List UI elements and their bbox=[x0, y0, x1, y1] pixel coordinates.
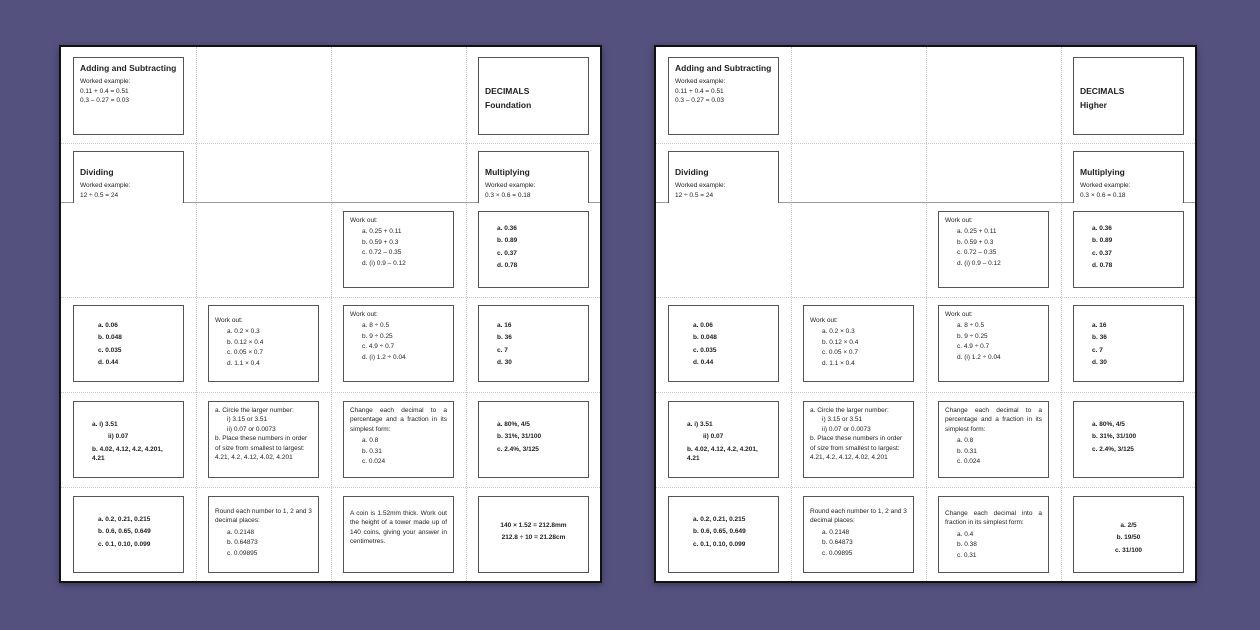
answer-item: b. 31%, 31/100 bbox=[497, 433, 542, 441]
question-numbers: 4.21, 4.2, 4.12, 4.02, 4.201 bbox=[215, 454, 293, 462]
card-question-multiplying bbox=[803, 305, 914, 382]
worked-example-label: Worked example: bbox=[80, 182, 131, 190]
card-answer-adding bbox=[478, 211, 589, 288]
card-title: Multiplying bbox=[485, 167, 530, 177]
answer-item: b. 0.6, 0.65, 0.649 bbox=[98, 528, 151, 536]
card-question-adding bbox=[938, 211, 1049, 288]
answer-item: c. 0.37 bbox=[497, 249, 517, 257]
sheet-level: Foundation bbox=[485, 100, 532, 111]
answer-item: b. 36 bbox=[1092, 334, 1107, 342]
card-question-dividing bbox=[343, 305, 454, 382]
question-list bbox=[215, 327, 312, 368]
sheet-level: Higher bbox=[1080, 100, 1107, 111]
answer-list bbox=[1080, 321, 1177, 368]
answer-item: c. 2.4%, 3/125 bbox=[1092, 445, 1134, 453]
question-item: c. 0.72 – 0.35 bbox=[957, 249, 997, 257]
question-option: ii) 0.07 or 0.0073 bbox=[227, 425, 276, 433]
cut-line bbox=[926, 47, 927, 581]
question-item: b. 0.31 bbox=[362, 447, 382, 455]
worked-example-line: 0.3 – 0.27 = 0.03 bbox=[80, 97, 129, 105]
question-item: c. 4.9 ÷ 0.7 bbox=[957, 343, 990, 351]
question-head: Change each decimal to a percentage and a fraction in its simplest form: bbox=[945, 407, 1042, 433]
question-list bbox=[810, 528, 907, 558]
answer-item: a. 80%, 4/5 bbox=[1092, 421, 1125, 428]
worked-example-line: 0.3 × 0.6 = 0.18 bbox=[1080, 191, 1126, 199]
card-title: Dividing bbox=[675, 167, 709, 177]
question-option: i) 3.15 or 3.51 bbox=[227, 416, 268, 424]
card-question-convert bbox=[343, 401, 454, 478]
worksheet-foundation bbox=[59, 45, 602, 583]
question-item: b. 0.64873 bbox=[822, 539, 853, 547]
answer-item: c. 0.035 bbox=[98, 346, 122, 354]
question-item: b. 0.59 + 0.3 bbox=[957, 238, 994, 246]
card-answer-dividing bbox=[478, 305, 589, 382]
cut-line bbox=[466, 47, 467, 581]
answer-item: c. 7 bbox=[497, 346, 508, 354]
worksheet-higher bbox=[654, 45, 1197, 583]
question-item: d. 1.1 × 0.4 bbox=[227, 359, 260, 367]
card-title: Dividing bbox=[80, 167, 114, 177]
card-question-ordering bbox=[208, 401, 319, 478]
question-head: Change each decimal to a percentage and a fraction in its simplest form: bbox=[350, 407, 447, 433]
card-adding-subtracting bbox=[668, 57, 779, 135]
question-item: b. 0.12 × 0.4 bbox=[822, 338, 859, 346]
question-item: a. 0.25 + 0.11 bbox=[957, 228, 997, 236]
card-answer-multiplying bbox=[668, 305, 779, 382]
question-item: d. (i) 1.2 ÷ 0.04 bbox=[957, 353, 1001, 361]
answer-item: ii) 0.07 bbox=[108, 433, 129, 441]
card-question-convert bbox=[938, 401, 1049, 478]
answer-list bbox=[80, 515, 177, 549]
answer-item: d. 30 bbox=[1092, 359, 1107, 367]
cut-line bbox=[331, 47, 332, 581]
card-answer-ordering bbox=[668, 401, 779, 478]
cut-line bbox=[1061, 47, 1062, 581]
cut-line bbox=[61, 392, 600, 393]
worked-example-line: 0.3 – 0.27 = 0.03 bbox=[675, 97, 724, 105]
question-item: c. 0.09895 bbox=[822, 549, 853, 557]
question-part: b. Place these numbers in order of size from smallest to largest: bbox=[215, 435, 308, 452]
cut-line bbox=[656, 392, 1195, 393]
question-item: c. 0.024 bbox=[362, 458, 386, 466]
sheet-title-line: DECIMALS bbox=[485, 86, 530, 96]
answer-item: d. 0.44 bbox=[98, 359, 119, 367]
card-answer-ordering bbox=[73, 401, 184, 478]
answer-list bbox=[675, 515, 772, 549]
worked-example-label: Worked example: bbox=[1080, 182, 1131, 190]
question-list bbox=[945, 227, 1042, 268]
question-list bbox=[350, 321, 447, 362]
question-head: Round each number to 1, 2 and 3 decimal places: bbox=[810, 508, 907, 525]
card-answer-convert bbox=[1073, 401, 1184, 478]
answer-item: a. 0.06 bbox=[693, 322, 713, 329]
question-head: Work out: bbox=[215, 317, 243, 324]
card-question-dividing bbox=[938, 305, 1049, 382]
answer-list bbox=[675, 321, 772, 368]
answer-list bbox=[80, 420, 177, 464]
question-part: a. Circle the larger number: bbox=[810, 407, 889, 414]
sheet-title bbox=[485, 84, 582, 113]
card-multiplying bbox=[1073, 151, 1184, 203]
answer-list bbox=[485, 420, 582, 454]
question-item: a. 8 ÷ 0.5 bbox=[957, 322, 985, 330]
question-list bbox=[215, 528, 312, 558]
answer-item: a. 0.2, 0.21, 0.215 bbox=[693, 516, 746, 523]
answer-item: c. 0.035 bbox=[693, 346, 717, 354]
cut-line bbox=[61, 297, 600, 298]
question-item: a. 0.2 × 0.3 bbox=[227, 328, 260, 336]
cut-line bbox=[656, 297, 1195, 298]
question-item: a. 0.8 bbox=[957, 437, 974, 445]
answer-item: a. 16 bbox=[497, 322, 512, 329]
question-option: ii) 0.07 or 0.0073 bbox=[822, 425, 871, 433]
card-adding-subtracting bbox=[73, 57, 184, 135]
question-list bbox=[945, 321, 1042, 362]
question-item: d. (i) 0.9 – 0.12 bbox=[362, 259, 406, 267]
answer-item: c. 0.37 bbox=[1092, 249, 1112, 257]
question-item: a. 0.2148 bbox=[227, 528, 255, 536]
card-question-rounding bbox=[803, 496, 914, 573]
question-list bbox=[350, 436, 447, 466]
question-list bbox=[945, 436, 1042, 466]
question-item: b. 0.38 bbox=[957, 541, 977, 549]
answer-item: 140 × 1.52 = 212.8mm bbox=[500, 522, 567, 529]
question-numbers: 4.21, 4.2, 4.12, 4.02, 4.201 bbox=[810, 454, 888, 462]
card-answer-rounding bbox=[73, 496, 184, 573]
card-answer-multiplying bbox=[73, 305, 184, 382]
worked-example-label: Worked example: bbox=[485, 182, 536, 190]
card-multiplying bbox=[478, 151, 589, 203]
answer-item: a. 80%, 4/5 bbox=[497, 421, 530, 428]
answer-list bbox=[1080, 224, 1177, 271]
answer-item: d. 0.44 bbox=[693, 359, 714, 367]
answer-item: c. 0.1, 0.10, 0.099 bbox=[693, 540, 746, 548]
answer-list bbox=[1080, 521, 1177, 555]
worked-example-label: Worked example: bbox=[675, 182, 726, 190]
question-item: b. 9 ÷ 0.25 bbox=[957, 332, 988, 340]
question-head: Change each decimal into a fraction in its simplest form: bbox=[945, 510, 1042, 527]
card-question-final bbox=[343, 496, 454, 573]
worked-example-label: Worked example: bbox=[80, 78, 131, 86]
answer-item: b. 0.89 bbox=[1092, 237, 1113, 245]
answer-item: a. 0.36 bbox=[1092, 225, 1112, 232]
question-item: a. 8 ÷ 0.5 bbox=[362, 322, 390, 330]
worked-example-line: 0.11 + 0.4 = 0.51 bbox=[80, 87, 129, 95]
question-item: a. 0.25 + 0.11 bbox=[362, 228, 402, 236]
question-item: a. 0.8 bbox=[362, 437, 379, 445]
answer-item: a. 0.36 bbox=[497, 225, 517, 232]
card-question-ordering bbox=[803, 401, 914, 478]
question-item: b. 9 ÷ 0.25 bbox=[362, 332, 393, 340]
card-answer-adding bbox=[1073, 211, 1184, 288]
answer-item: b. 31%, 31/100 bbox=[1092, 433, 1137, 441]
question-option: i) 3.15 or 3.51 bbox=[822, 416, 863, 424]
sheet-title bbox=[1080, 84, 1177, 113]
answer-list bbox=[485, 321, 582, 368]
answer-item: b. 0.048 bbox=[98, 334, 122, 342]
worked-example-line: 0.11 + 0.4 = 0.51 bbox=[675, 87, 724, 95]
question-list bbox=[810, 327, 907, 368]
answer-item: a. 0.2, 0.21, 0.215 bbox=[98, 516, 151, 523]
answer-item: b. 0.89 bbox=[497, 237, 518, 245]
sheet-title-line: DECIMALS bbox=[1080, 86, 1125, 96]
question-head: Round each number to 1, 2 and 3 decimal places: bbox=[215, 508, 312, 525]
question-item: b. 0.59 + 0.3 bbox=[362, 238, 399, 246]
answer-item: d. 30 bbox=[497, 359, 512, 367]
question-head: Work out: bbox=[945, 311, 973, 318]
answer-list bbox=[675, 420, 772, 464]
cut-line bbox=[61, 487, 600, 488]
cut-line bbox=[656, 487, 1195, 488]
question-item: b. 0.64873 bbox=[227, 539, 258, 547]
answer-item: b. 4.02, 4.12, 4.2, 4.201, 4.21 bbox=[92, 445, 163, 463]
answer-item: a. 16 bbox=[1092, 322, 1107, 329]
card-answer-final bbox=[1073, 496, 1184, 573]
card-answer-convert bbox=[478, 401, 589, 478]
cut-line bbox=[196, 47, 197, 581]
question-item: a. 0.4 bbox=[957, 530, 974, 538]
card-title: Adding and Subtracting bbox=[80, 63, 177, 73]
worked-example-line: 0.3 × 0.6 = 0.18 bbox=[485, 191, 531, 199]
answer-item: b. 0.6, 0.65, 0.649 bbox=[693, 528, 746, 536]
question-item: c. 0.05 × 0.7 bbox=[822, 349, 858, 357]
answer-item: c. 2.4%, 3/125 bbox=[497, 445, 539, 453]
question-item: b. 0.12 × 0.4 bbox=[227, 338, 264, 346]
card-question-rounding bbox=[208, 496, 319, 573]
answer-list bbox=[1080, 420, 1177, 454]
answer-item: a. 0.06 bbox=[98, 322, 118, 329]
question-item: c. 0.05 × 0.7 bbox=[227, 349, 263, 357]
answer-item: d. 0.78 bbox=[1092, 262, 1113, 270]
cut-line bbox=[656, 143, 1195, 144]
answer-item: d. 0.78 bbox=[497, 262, 518, 270]
card-title: Adding and Subtracting bbox=[675, 63, 772, 73]
card-answer-final bbox=[478, 496, 589, 573]
question-item: d. (i) 1.2 ÷ 0.04 bbox=[362, 353, 406, 361]
answer-item: b. 36 bbox=[497, 334, 512, 342]
card-question-multiplying bbox=[208, 305, 319, 382]
worked-example-label: Worked example: bbox=[675, 78, 726, 86]
card-answer-rounding bbox=[668, 496, 779, 573]
answer-list bbox=[485, 521, 582, 543]
question-item: a. 0.2 × 0.3 bbox=[822, 328, 855, 336]
answer-item: 212.8 ÷ 10 = 21.28cm bbox=[501, 534, 566, 542]
answer-item: a. 2/5 bbox=[1120, 522, 1137, 529]
answer-item: a. i) 3.51 bbox=[92, 421, 118, 428]
question-item: a. 0.2148 bbox=[822, 528, 850, 536]
question-item: d. 1.1 × 0.4 bbox=[822, 359, 855, 367]
cut-line bbox=[61, 143, 600, 144]
card-decimals-title bbox=[1073, 57, 1184, 135]
question-part: b. Place these numbers in order of size from smallest to largest: bbox=[810, 435, 903, 452]
question-item: b. 0.31 bbox=[957, 447, 977, 455]
answer-item: ii) 0.07 bbox=[703, 433, 724, 441]
answer-item: c. 7 bbox=[1092, 346, 1103, 354]
answer-item: c. 31/100 bbox=[1114, 546, 1143, 554]
question-head: Work out: bbox=[810, 317, 838, 324]
card-dividing bbox=[668, 151, 779, 203]
question-head: Work out: bbox=[350, 217, 378, 224]
card-title: Multiplying bbox=[1080, 167, 1125, 177]
answer-item: b. 19/50 bbox=[1116, 534, 1141, 542]
answer-item: c. 0.1, 0.10, 0.099 bbox=[98, 540, 151, 548]
question-part: a. Circle the larger number: bbox=[215, 407, 294, 414]
question-head: Work out: bbox=[350, 311, 378, 318]
card-question-final bbox=[938, 496, 1049, 573]
cut-line bbox=[791, 47, 792, 581]
card-answer-dividing bbox=[1073, 305, 1184, 382]
answer-item: b. 0.048 bbox=[693, 334, 717, 342]
answer-list bbox=[80, 321, 177, 368]
question-item: c. 0.024 bbox=[957, 458, 981, 466]
question-item: c. 0.09895 bbox=[227, 549, 258, 557]
question-head: A coin is 1.52mm thick. Work out the height of a tower made up of 140 coins, giving your answer in centimetres. bbox=[350, 510, 447, 546]
card-dividing bbox=[73, 151, 184, 203]
question-list bbox=[350, 227, 447, 268]
answer-item: a. i) 3.51 bbox=[687, 421, 713, 428]
question-item: c. 0.31 bbox=[957, 551, 977, 559]
answer-item: b. 4.02, 4.12, 4.2, 4.201, 4.21 bbox=[687, 445, 758, 463]
card-decimals-title bbox=[478, 57, 589, 135]
card-question-adding bbox=[343, 211, 454, 288]
question-item: c. 4.9 ÷ 0.7 bbox=[362, 343, 395, 351]
question-item: d. (i) 0.9 – 0.12 bbox=[957, 259, 1001, 267]
question-list bbox=[945, 530, 1042, 560]
question-item: c. 0.72 – 0.35 bbox=[362, 249, 402, 257]
worked-example-line: 12 ÷ 0.5 = 24 bbox=[675, 191, 714, 199]
answer-list bbox=[485, 224, 582, 271]
question-head: Work out: bbox=[945, 217, 973, 224]
worked-example-line: 12 ÷ 0.5 = 24 bbox=[80, 191, 119, 199]
